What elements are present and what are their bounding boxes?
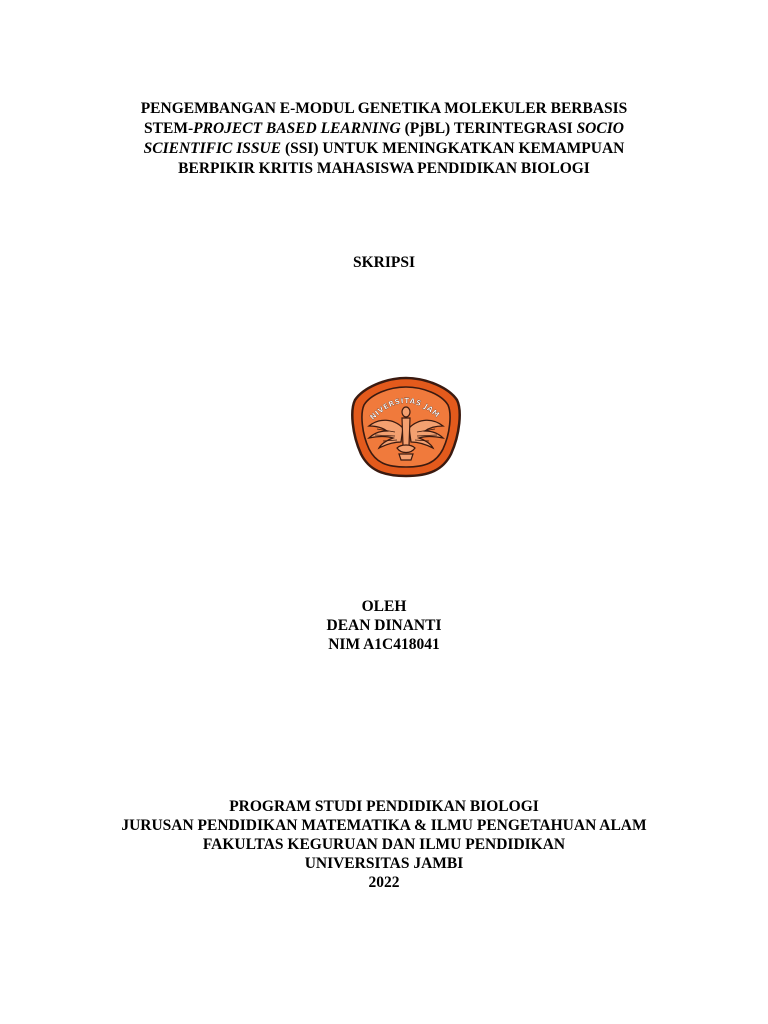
universitas-jambi-seal-icon [349,374,463,480]
title-scientific-issue-text: SCIENTIFIC ISSUE [143,140,282,157]
title-line-1: PENGEMBANGAN E-MODUL GENETIKA MOLEKULER BERBASIS [140,100,628,117]
title-line-2 [0,119,768,139]
title-line-4: BERPIKIR KRITIS MAHASISWA PENDIDIKAN BIOLOGI [178,160,590,177]
title-line-3 [0,139,768,159]
title-pjbl-text: (PjBL) TERINTEGRASI [400,120,577,137]
thesis-title [0,99,768,179]
institution-info [0,797,768,892]
svg-text:UNIVERSITAS JAMBI: NIVERSITAS JAM [367,395,442,422]
author-info [0,597,768,654]
title-ssi-text: (SSI) UNTUK MENINGKATKAN KEMAMPUAN [281,140,625,157]
university-name: UNIVERSITAS JAMBI [304,855,464,872]
faculty: FAKULTAS KEGURUAN DAN ILMU PENDIDIKAN [202,836,566,853]
title-socio-text: SOCIO [576,120,624,137]
author-name: DEAN DINANTI [326,617,442,634]
department: JURUSAN PENDIDIKAN MATEMATIKA & ILMU PENGETAHUAN ALAM [121,817,647,834]
study-program: PROGRAM STUDI PENDIDIKAN BIOLOGI [229,798,539,815]
document-type-label: SKRIPSI [352,254,416,271]
title-pbl-text: PROJECT BASED LEARNING [193,120,401,137]
title-stem-text: STEM- [144,120,194,137]
by-label: OLEH [361,598,407,615]
year: 2022 [368,874,400,891]
student-id: NIM A1C418041 [328,636,440,653]
